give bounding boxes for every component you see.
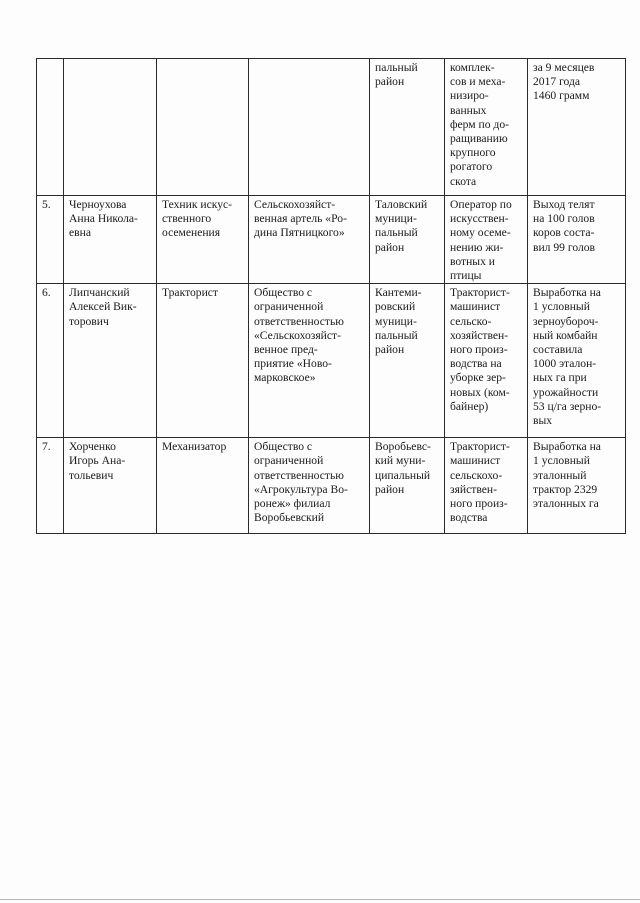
- cell-line: «Агрокультура Во-: [254, 482, 348, 496]
- cell-line: низиро-: [450, 89, 489, 103]
- cell-line: Алексей Вик-: [69, 300, 137, 314]
- cell-line: эталонных га: [533, 497, 599, 511]
- cell-line: машинист: [450, 454, 501, 468]
- cell-line: Таловский: [375, 198, 428, 211]
- table-row: [37, 59, 626, 196]
- cell-line: искусствен-: [450, 212, 509, 226]
- cell-line: комплек-: [450, 61, 495, 74]
- cell-line: сельско-: [450, 314, 492, 328]
- achievement-result: [528, 196, 626, 284]
- cell-line: марковское»: [254, 371, 316, 385]
- nomination: [445, 438, 528, 534]
- achievement-result: [528, 438, 626, 534]
- cell-line: ровский: [375, 300, 416, 314]
- cell-line: на 100 голов: [533, 212, 595, 226]
- nomination: [445, 59, 528, 196]
- cell-line: Кантеми-: [375, 286, 422, 300]
- cell-line: ванных: [450, 103, 487, 117]
- cell-line: Хорченко: [69, 440, 116, 454]
- cell-line: нению жи-: [450, 240, 504, 254]
- cell-line: крупного: [450, 146, 496, 160]
- cell-line: зяйствен-: [450, 482, 497, 496]
- employee-position: [157, 438, 249, 534]
- cell-line: 53 ц/га зерно-: [533, 399, 602, 413]
- cell-line: ращиванию: [450, 132, 508, 146]
- organization-name: [249, 196, 370, 284]
- district-name: [370, 196, 445, 284]
- employee-name: [64, 196, 157, 284]
- cell-line: ответственностью: [254, 468, 344, 482]
- row-number: 7.: [37, 438, 64, 534]
- organization-name: [249, 59, 370, 196]
- organization-name: [249, 438, 370, 534]
- cell-line: муници-: [375, 212, 417, 226]
- cell-line: водства: [450, 511, 488, 525]
- district-name: [370, 438, 445, 534]
- achievement-result: [528, 59, 626, 196]
- cell-line: ципальный: [375, 468, 431, 482]
- cell-line: уборке зер-: [450, 371, 506, 385]
- cell-line: 1 условный: [533, 454, 590, 468]
- cell-line: Анна Никола-: [69, 212, 138, 226]
- nomination: [445, 196, 528, 284]
- cell-line: урожайности: [533, 385, 599, 399]
- cell-line: 2017 года: [533, 75, 581, 89]
- cell-line: Игорь Ана-: [69, 454, 126, 468]
- cell-line: Воробьевский: [254, 511, 325, 525]
- cell-line: составила: [533, 343, 583, 357]
- cell-line: тольевич: [69, 468, 114, 482]
- cell-line: скота: [450, 174, 477, 188]
- row-number: 5.: [37, 196, 64, 284]
- cell-line: Тракторист: [162, 286, 218, 300]
- cell-line: Выработка на: [533, 440, 601, 454]
- nomination: [445, 284, 528, 438]
- cell-line: приятие «Ново-: [254, 357, 332, 371]
- cell-line: Оператор по: [450, 198, 512, 211]
- district-name: [370, 59, 445, 196]
- cell-line: Выработка на: [533, 286, 601, 300]
- cell-line: вил 99 голов: [533, 240, 596, 254]
- cell-line: пальный: [375, 61, 418, 74]
- cell-line: пальный: [375, 226, 418, 240]
- cell-line: Выход телят: [533, 198, 595, 211]
- cell-line: Техник искус-: [162, 198, 232, 211]
- cell-line: ронеж» филиал: [254, 497, 331, 511]
- cell-line: машинист: [450, 300, 501, 314]
- organization-name: [249, 284, 370, 438]
- table-row: [37, 196, 626, 284]
- cell-line: байнер): [450, 399, 489, 413]
- cell-line: Липчанский: [69, 286, 130, 300]
- cell-line: за 9 месяцев: [533, 61, 595, 74]
- cell-line: новых (ком-: [450, 385, 510, 399]
- cell-line: пальный: [375, 328, 418, 342]
- cell-line: Общество с: [254, 286, 313, 300]
- cell-line: дина Пятницкого»: [254, 226, 345, 240]
- cell-line: муници-: [375, 314, 417, 328]
- cell-line: ферм по до-: [450, 117, 509, 131]
- cell-line: венная артель «Ро-: [254, 212, 347, 226]
- cell-line: ограниченной: [254, 454, 324, 468]
- cell-line: зерноубороч-: [533, 314, 599, 328]
- employee-name: [64, 284, 157, 438]
- cell-line: 1000 эталон-: [533, 357, 597, 371]
- cell-line: район: [375, 240, 405, 254]
- cell-line: ного произ-: [450, 497, 508, 511]
- cell-line: Тракторист-: [450, 440, 510, 454]
- cell-line: район: [375, 75, 405, 89]
- cell-line: ному осеме-: [450, 226, 511, 240]
- cell-line: хозяйствен-: [450, 328, 509, 342]
- cell-line: Тракторист-: [450, 286, 510, 300]
- cell-line: район: [375, 482, 405, 496]
- cell-line: ных га при: [533, 371, 587, 385]
- awards-table: [36, 58, 626, 534]
- cell-line: ственного: [162, 212, 212, 226]
- achievement-result: [528, 284, 626, 438]
- table-row: [37, 284, 626, 438]
- cell-line: венное пред-: [254, 343, 318, 357]
- cell-line: коров соста-: [533, 226, 595, 240]
- cell-line: торович: [69, 314, 109, 328]
- cell-line: Воробьевс-: [375, 440, 431, 454]
- cell-line: осеменения: [162, 226, 221, 240]
- cell-line: «Сельскохозяйст-: [254, 328, 341, 342]
- employee-name: [64, 59, 157, 196]
- cell-line: ный комбайн: [533, 328, 598, 342]
- cell-line: ного произ-: [450, 343, 508, 357]
- cell-line: 1460 грамм: [533, 89, 590, 103]
- cell-line: водства на: [450, 357, 502, 371]
- cell-line: Черноухова: [69, 198, 127, 211]
- scan-edge-line: [0, 899, 640, 900]
- district-name: [370, 284, 445, 438]
- cell-line: ответственностью: [254, 314, 344, 328]
- cell-line: Механизатор: [162, 440, 227, 454]
- cell-line: Сельскохозяйст-: [254, 198, 336, 211]
- employee-position: [157, 284, 249, 438]
- cell-line: вотных и: [450, 254, 495, 268]
- employee-position: [157, 196, 249, 284]
- cell-line: 1 условный: [533, 300, 590, 314]
- cell-line: рогатого: [450, 160, 493, 174]
- employee-name: [64, 438, 157, 534]
- employee-position: [157, 59, 249, 196]
- cell-line: эталонный: [533, 468, 587, 482]
- cell-line: трактор 2329: [533, 482, 598, 496]
- row-number: [37, 59, 64, 196]
- table-row: [37, 438, 626, 534]
- cell-line: евна: [69, 226, 91, 240]
- cell-line: вых: [533, 414, 553, 428]
- row-number: 6.: [37, 284, 64, 438]
- cell-line: Общество с: [254, 440, 313, 454]
- cell-line: сов и меха-: [450, 75, 506, 89]
- cell-line: птицы: [450, 269, 482, 283]
- cell-line: район: [375, 343, 405, 357]
- cell-line: сельскохо-: [450, 468, 503, 482]
- cell-line: ограниченной: [254, 300, 324, 314]
- cell-line: кий муни-: [375, 454, 426, 468]
